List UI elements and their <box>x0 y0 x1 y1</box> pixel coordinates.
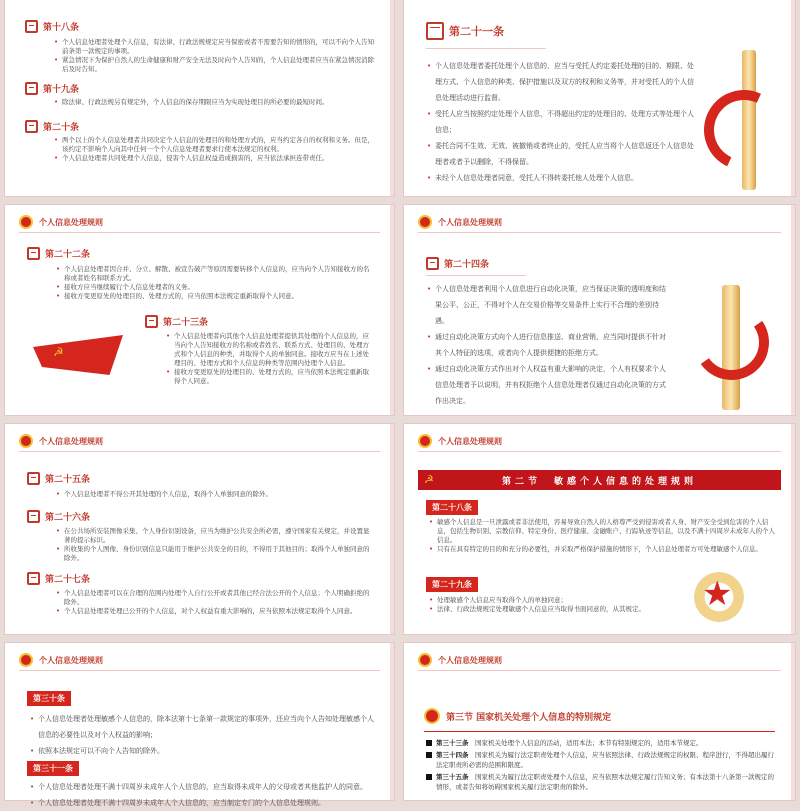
article-19-list <box>53 98 374 107</box>
article-31-tag: 第三十一条 <box>27 761 79 776</box>
slide-header <box>418 215 502 229</box>
calendar-icon <box>426 22 444 40</box>
article-title: 第十九条 <box>43 85 80 95</box>
slide-header <box>19 434 103 448</box>
list-item: • 个人信息处理者不得公开其处理的个人信息，取得个人单独同意的除外。 <box>55 490 374 499</box>
calendar-icon <box>27 510 40 523</box>
list-item: • 所收集的个人图像、身份识别信息只能用于维护公共安全的目的，不得用于其他目的；取得个人单独同意的除外。 <box>55 545 374 563</box>
header-divider <box>19 670 380 671</box>
calendar-icon <box>25 82 38 95</box>
list-item: • 通过自动化决策方式作出对个人权益有重大影响的决定，个人有权要求个人信息处理者予以说明，并有权拒绝个人信息处理者仅通过自动化决策的方式作出决定。 <box>426 361 666 409</box>
article-title: 第二十四条 <box>444 260 490 270</box>
article-25-heading <box>27 472 90 485</box>
list-item <box>426 750 777 770</box>
list-item: • 个人信息处理者委托处理个人信息的，应当与受托人约定委托处理的目的、期限、处理方式、个人信息的种类、保护措施以及双方的权利和义务等，并对受托人的个人信息处理活动进行监督。 <box>426 58 696 106</box>
slide-3[interactable] <box>5 205 394 415</box>
list-item: • 委托合同不生效、无效、被撤销或者终止的，受托人应当将个人信息返还个人信息处理者或者予以删除，不得保留。 <box>426 138 696 170</box>
calendar-icon <box>25 120 38 133</box>
header-title: 个人信息处理规则 <box>438 436 502 446</box>
article-27-heading <box>27 572 90 585</box>
article-title: 第二十一条 <box>449 25 504 38</box>
article-21-heading <box>426 22 504 40</box>
slide-border <box>390 643 394 800</box>
list-item: • 个人信息处理者处理不满十四周岁未成年人个人信息的，应当取得未成年人的父母或者其他监护人的同意。 <box>29 779 374 795</box>
article-19-heading <box>25 82 79 95</box>
list-item <box>426 772 777 792</box>
header-divider <box>418 232 781 233</box>
red-ribbon-decoration <box>688 299 775 386</box>
slide-4[interactable] <box>404 205 795 415</box>
star-emblem-icon <box>694 572 744 622</box>
list-item: • 只有在具有特定的目的和充分的必要性，并采取严格保护措施的情形下，个人信息处理者方可处理敏感个人信息。 <box>428 545 775 554</box>
calendar-icon <box>426 257 439 270</box>
slide-border <box>791 0 795 196</box>
slide-border <box>791 424 795 634</box>
list-item: • 个人信息处理者处理个人信息，有法律、行政法规规定应当保密或者不需要告知的情形的，可以不向个人告知前条第一款规定的事项。 <box>53 38 374 56</box>
slide-1[interactable] <box>5 0 394 196</box>
article-18-list <box>53 38 374 74</box>
section-title: 第三节 国家机关处理个人信息的特别规定 <box>446 712 612 723</box>
article-31-list <box>29 779 374 811</box>
articles-list <box>426 738 777 794</box>
article-label: 第三十三条 <box>436 739 469 747</box>
calendar-icon <box>27 472 40 485</box>
article-21-list <box>426 58 696 186</box>
article-title: 第二十六条 <box>45 513 91 523</box>
hammer-sickle-icon: ☭ <box>53 345 64 359</box>
header-divider <box>418 451 781 452</box>
list-item: • 个人信息处理者共同处理个人信息，侵害个人信息权益造成损害的，应当依法承担连带责任。 <box>53 154 374 163</box>
national-emblem-icon <box>19 653 33 667</box>
list-item: • 个人信息处理者因合并、分立、解散、被宣告破产等原因需要转移个人信息的，应当向个人告知接收方的名称或者姓名和联系方式。 <box>55 265 374 283</box>
header-divider <box>19 451 380 452</box>
header-title: 个人信息处理规则 <box>39 436 103 446</box>
article-20-heading <box>25 120 79 133</box>
article-30-list <box>29 711 374 759</box>
list-item: • 接收方应当继续履行个人信息处理者的义务。 <box>55 283 374 292</box>
slide-header <box>418 434 502 448</box>
list-item: • 两个以上的个人信息处理者共同决定个人信息的处理目的和处理方式的，应当约定各自的权利和义务。但是，该约定不影响个人向其中任何一个个人信息处理者要求行使本法规定的权利。 <box>53 136 374 154</box>
article-28-tag: 第二十八条 <box>426 500 478 515</box>
article-text: 国家机关为履行法定职责处理个人信息，应当依照本法规定履行告知义务；有本法第十八条第一款规定的情形，或者告知将妨碍国家机关履行法定职责的除外。 <box>436 773 774 791</box>
article-30-tag: 第三十条 <box>27 691 71 706</box>
article-22-list <box>55 265 374 301</box>
list-item: • 在公共场所安装图像采集、个人身份识别设备，应当为维护公共安全所必需，遵守国家有关规定，并设置显著的提示标识。 <box>55 527 374 545</box>
header-divider <box>19 232 380 233</box>
slide-2[interactable] <box>404 0 795 196</box>
slide-7[interactable] <box>5 643 394 807</box>
article-title: 第二十条 <box>43 123 80 133</box>
list-item: • 个人信息处理者向其他个人信息处理者提供其处理的个人信息的，应当向个人告知接收方的名称或者姓名、联系方式、处理目的、处理方式和个人信息的种类，并取得个人的单独同意。接收方应当在上述处理目的、处理方式和个人信息的种类等范围内处理个人信息。 <box>165 332 374 368</box>
article-23-heading <box>145 315 208 328</box>
slide-8[interactable] <box>404 643 795 800</box>
article-18-heading <box>25 20 79 33</box>
party-emblem-icon <box>424 708 440 724</box>
list-item: • 接收方变更原先的处理目的、处理方式的，应当依照本法规定重新取得个人同意。 <box>55 292 374 301</box>
slide-header <box>418 653 502 667</box>
list-item: • 个人信息处理者处理不满十四周岁未成年人个人信息的，应当制定专门的个人信息处理规则。 <box>29 795 374 811</box>
slide-border <box>390 0 394 196</box>
calendar-icon <box>145 315 158 328</box>
article-24-list <box>426 281 666 409</box>
section-divider <box>424 731 775 732</box>
party-flag-decoration <box>33 335 123 375</box>
list-item: • 紧急情况下为保护自然人的生命健康和财产安全无法及时向个人告知的，个人信息处理者应当在紧急情况消除后及时告知。 <box>53 56 374 74</box>
article-24-heading <box>426 257 489 270</box>
article-26-list <box>55 527 374 563</box>
article-23-list <box>165 332 374 386</box>
list-item: • 法律、行政法规规定处理敏感个人信息应当取得书面同意的，从其规定。 <box>428 605 688 614</box>
article-22-heading <box>27 247 90 260</box>
article-title: 第二十五条 <box>45 475 91 485</box>
header-title: 个人信息处理规则 <box>438 217 502 227</box>
calendar-icon <box>27 572 40 585</box>
article-20-list <box>53 136 374 163</box>
article-title: 第二十三条 <box>163 318 209 328</box>
divider <box>426 275 526 276</box>
calendar-icon <box>25 20 38 33</box>
article-29-list <box>428 596 688 614</box>
list-item: • 依照本法规定可以不向个人告知的除外。 <box>29 743 374 759</box>
list-item: • 处理敏感个人信息应当取得个人的单独同意； <box>428 596 688 605</box>
list-item: • 未经个人信息处理者同意，受托人不得转委托他人处理个人信息。 <box>426 170 696 186</box>
article-28-list <box>428 518 775 554</box>
slide-border <box>791 643 795 800</box>
article-25-list <box>55 490 374 499</box>
article-title: 第二十二条 <box>45 250 91 260</box>
slide-6[interactable] <box>404 424 795 634</box>
article-26-heading <box>27 510 90 523</box>
divider <box>426 48 546 49</box>
list-item: • 除法律、行政法规另有规定外，个人信息的保存期限应当为实现处理目的所必要的最短时间。 <box>53 98 374 107</box>
list-item <box>426 738 777 748</box>
slide-header <box>19 215 103 229</box>
hammer-sickle-icon: ☭ <box>424 473 434 486</box>
header-title: 个人信息处理规则 <box>39 655 103 665</box>
header-divider <box>418 670 781 671</box>
article-27-list <box>55 589 374 616</box>
slide-border <box>390 424 394 634</box>
list-item: • 个人信息处理者处理敏感个人信息的，除本法第十七条第一款规定的事项外，还应当向个人告知处理敏感个人信息的必要性以及对个人权益的影响； <box>29 711 374 743</box>
article-title: 第二十七条 <box>45 575 91 585</box>
list-item: • 接收方变更原先的处理目的、处理方式的，应当依照本法规定重新取得个人同意。 <box>165 368 374 386</box>
article-label: 第三十五条 <box>436 773 469 781</box>
slide-border <box>791 205 795 415</box>
red-ribbon-decoration <box>693 79 796 182</box>
list-item: • 通过自动化决策方式向个人进行信息推送、商业营销，应当同时提供不针对其个人特征的选项，或者向个人提供便捷的拒绝方式。 <box>426 329 666 361</box>
article-title: 第十八条 <box>43 23 80 33</box>
list-item: • 个人信息处理者利用个人信息进行自动化决策，应当保证决策的透明度和结果公平、公正，不得对个人在交易价格等交易条件上实行不合理的差别待遇。 <box>426 281 666 329</box>
list-item: • 个人信息处理者处理已公开的个人信息，对个人权益有重大影响的，应当依照本法规定取得个人同意。 <box>55 607 374 616</box>
national-emblem-icon <box>418 215 432 229</box>
national-emblem-icon <box>418 434 432 448</box>
article-29-tag: 第二十九条 <box>426 577 478 592</box>
list-item: • 受托人应当按照约定处理个人信息，不得超出约定的处理目的、处理方式等处理个人信息； <box>426 106 696 138</box>
national-emblem-icon <box>19 434 33 448</box>
slide-header <box>19 653 103 667</box>
section-title: 第二节 敏感个人信息的处理规则 <box>501 476 697 487</box>
article-label: 第三十四条 <box>436 751 469 759</box>
calendar-icon <box>27 247 40 260</box>
article-text: 国家机关为履行法定职责处理个人信息，应当依照法律、行政法规规定的权限、程序进行，不得超出履行法定职责所必需的范围和限度。 <box>436 751 774 769</box>
slide-5[interactable] <box>5 424 394 634</box>
list-item: • 敏感个人信息是一旦泄露或者非法使用，容易导致自然人的人格尊严受到侵害或者人身、财产安全受到危害的个人信息，包括生物识别、宗教信仰、特定身份、医疗健康、金融账户、行踪轨迹等信息，以及不满十四周岁未成年人的个人信息。 <box>428 518 775 545</box>
list-item: • 个人信息处理者可以在合理的范围内处理个人自行公开或者其他已经合法公开的个人信息；个人明确拒绝的除外。 <box>55 589 374 607</box>
article-text: 国家机关处理个人信息的活动，适用本法；本节有特别规定的，适用本节规定。 <box>475 739 703 747</box>
red-star-icon: ★ <box>702 574 733 614</box>
national-emblem-icon <box>19 215 33 229</box>
header-title: 个人信息处理规则 <box>438 655 502 665</box>
section-banner <box>418 470 781 490</box>
slide-border <box>390 205 394 415</box>
national-emblem-icon <box>418 653 432 667</box>
section-heading <box>424 708 611 724</box>
header-title: 个人信息处理规则 <box>39 217 103 227</box>
